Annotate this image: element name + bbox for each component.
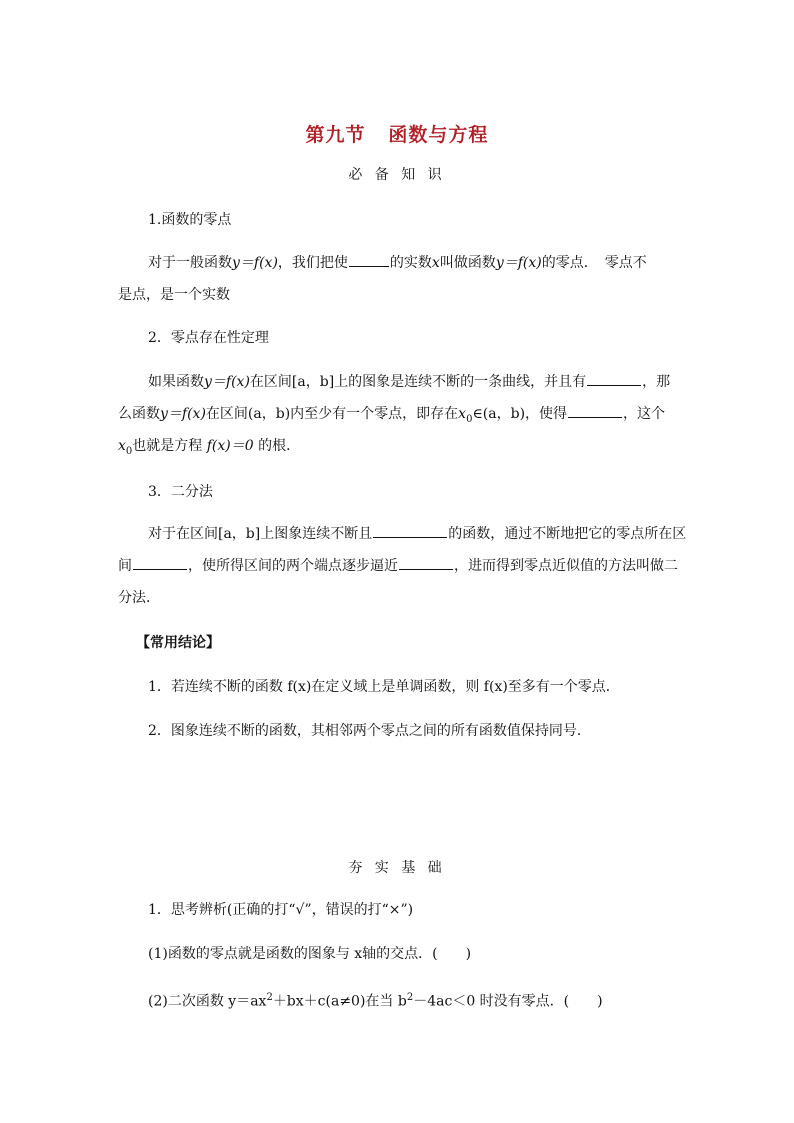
text: ∈(a，b)，使得 — [472, 406, 568, 422]
text: 对于一般函数 — [148, 255, 232, 271]
answer-blank[interactable] — [399, 556, 453, 570]
text: 在区间[a，b]上的图象是连续不断的一条曲线，并且有 — [249, 374, 587, 390]
text: 的函数，通过不断地把它的零点所在区 — [448, 526, 687, 542]
s2-line3 — [118, 436, 678, 462]
s1-paragraph-line2: 是点，是一个实数 — [118, 287, 230, 303]
s3-line3: 分法． — [118, 590, 160, 606]
fx: y＝f(x) — [495, 255, 542, 271]
section-title: 函数与方程 — [388, 124, 489, 146]
var-x: x — [431, 255, 440, 271]
page-title — [0, 120, 794, 147]
fx: y＝f(x) — [160, 406, 206, 422]
answer-blank[interactable] — [133, 556, 187, 570]
text: 的实数 — [389, 255, 432, 271]
answer-blank[interactable] — [349, 253, 389, 267]
heading-knowledge: 必 备 知 识 — [348, 167, 446, 183]
conclusions-heading: 【常用结论】 — [136, 635, 220, 651]
text: 对于在区间[a，b]上图象连续不断且 — [148, 526, 373, 542]
text: ，我们把使 — [277, 255, 348, 271]
subscript: 0 — [125, 445, 133, 457]
equation: f(x)＝0 — [206, 438, 254, 454]
text: 叫做函数 — [439, 255, 496, 271]
s1-title: 1.函数的零点 — [148, 212, 232, 228]
answer-blank[interactable] — [373, 524, 447, 538]
text: ＋bx＋c(a≠0)在当 b — [272, 993, 407, 1010]
s1-paragraph-line1 — [148, 253, 708, 273]
section-number: 第九节 — [305, 124, 366, 146]
var-x0: x — [458, 406, 467, 422]
text: ，那 — [642, 374, 671, 390]
exercise-1: 1．思考辨析(正确的打“√”，错误的打“×”) — [148, 902, 414, 918]
superscript: 2 — [406, 992, 414, 1003]
text: 么函数 — [118, 406, 160, 422]
answer-blank[interactable] — [568, 404, 622, 418]
text: 在区间(a，b)内至少有一个零点，即存在 — [205, 406, 459, 422]
text: 如果函数 — [148, 374, 204, 390]
answer-blank[interactable] — [587, 372, 641, 386]
var-x0: x — [118, 438, 126, 454]
fx: y＝f(x) — [232, 255, 278, 271]
text: 的根． — [258, 438, 301, 454]
s2-title: 2．零点存在性定理 — [148, 330, 269, 346]
s2-line2 — [118, 404, 678, 430]
s3-line1 — [148, 524, 708, 544]
heading-basics: 夯 实 基 础 — [348, 860, 446, 876]
text: ，使所得区间的两个端点逐步逼近 — [188, 558, 398, 574]
s3-title: 3．二分法 — [148, 484, 213, 500]
subscript: 0 — [466, 413, 473, 425]
fx: y＝f(x) — [204, 374, 250, 390]
text: ，进而得到零点近似值的方法叫做二 — [454, 558, 678, 574]
text: －4ac＜0 时没有零点．( ) — [413, 993, 603, 1010]
superscript: 2 — [266, 992, 273, 1003]
conclusion-1: 1．若连续不断的函数 f(x)在定义域上是单调函数，则 f(x)至多有一个零点． — [148, 679, 620, 695]
conclusion-2: 2．图象连续不断的函数，其相邻两个零点之间的所有函数值保持同号． — [148, 723, 591, 739]
text: 的零点． 零点不 — [541, 255, 647, 271]
text: (2)二次函数 y＝ax — [148, 993, 267, 1010]
s2-line1 — [148, 372, 708, 392]
text: 间 — [118, 558, 132, 574]
s3-line2 — [118, 556, 678, 576]
exercise-1-2 — [148, 988, 708, 1012]
text: ，这个 — [623, 406, 666, 422]
exercise-1-1: (1)函数的零点就是函数的图象与 x轴的交点．( ) — [148, 946, 472, 962]
text: 也就是方程 — [132, 438, 203, 454]
